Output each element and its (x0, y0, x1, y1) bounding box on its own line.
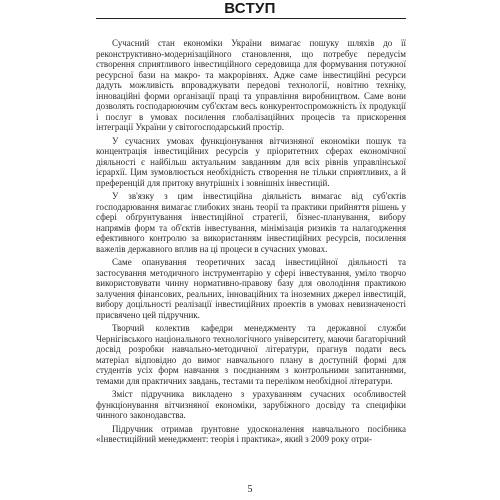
title-underline (96, 18, 406, 19)
page-title: ВСТУП (224, 0, 276, 17)
paragraph: Сучасний стан економіки України вимагає пошуку шляхів до її реконструктивно-модернізаційного становлення, що потребує передусім створення сприятливого інвестиційного середовища для формування потужної ресурсної бази на макро- та макрорівнях. Адже саме інвестиційні ресурси дадуть можливість впроваджувати передові технології, новітню техніку, інноваційні форми організації праці та управління виробництвом. Саме вони дозволять господарюючим суб'єктам весь конкурентоспроможність їх продукції і послуг в умовах посилення глобалізаційних процесів та прискорення інтеграції України у світогосподарський простір. (96, 38, 406, 132)
body-text (96, 38, 406, 448)
page-number: 5 (247, 484, 253, 495)
paragraph: Підручник отримав ґрунтовне удосконалення навчального посібника «Інвестиційний менеджмент: теорія і практика», який з 2009 року отри- (96, 423, 406, 444)
paragraph: Саме опанування теоретичних засад інвестиційної діяльності та застосування методичного інструментарію у сфері інвестування, уміло творчо використовувати чинну нормативно-правову базу для оволодіння практикою залучення фінансових, реальних, інноваційних та іноземних джерел інвестицій, вибору доцільності реалізації інвестиційних проектів в умовах невизначеності присвячено цей підручник. (96, 257, 406, 320)
paragraph: У сучасних умовах функціонування вітчизняної економіки пошук та концентрація інвестиційних ресурсів у пріоритетних сферах економічної діяльності є найбільш актуальним завданням для всіх рівнів управлінської ієрархії. Цим зумовлюється необхідність створення не тільки сприятливих, а й преференцій для притоку внутрішніх і зовнішніх інвестицій. (96, 135, 406, 188)
page-header (0, 0, 500, 20)
paragraph: У зв'язку з цим інвестиційна діяльність вимагає від суб'єктів господарювання вимагає глибоких знань теорії та практики прийняття рішень у сфері обґрунтування інвестиційної стратегії, бізнес-планування, вибору напрямів форм та об'єктів інвестування, мінімізація ризиків та налагодження ефективного контролю за використанням інвестиційних ресурсів, посилення важелів державного вплив на ці процеси в сучасних умовах. (96, 191, 406, 254)
paragraph: Зміст підручника викладено з урахуванням сучасних особливостей функціонування вітчизняної економіки, зарубіжного досвіду та специфіки чинного законодавства. (96, 389, 406, 420)
paragraph: Творчий колектив кафедри менеджменту та державної служби Чернігівського національного технологічного університету, маючи багаторічний досвід розробки навчально-методичної літератури, прагнув подати весь матеріал відповідно до вимог навчального плану в доступній формі для студентів усіх форм навчання з поєднанням з контрольними запитаннями, темами для практичних завдань, тестами та переліком необхідної літератури. (96, 323, 406, 386)
